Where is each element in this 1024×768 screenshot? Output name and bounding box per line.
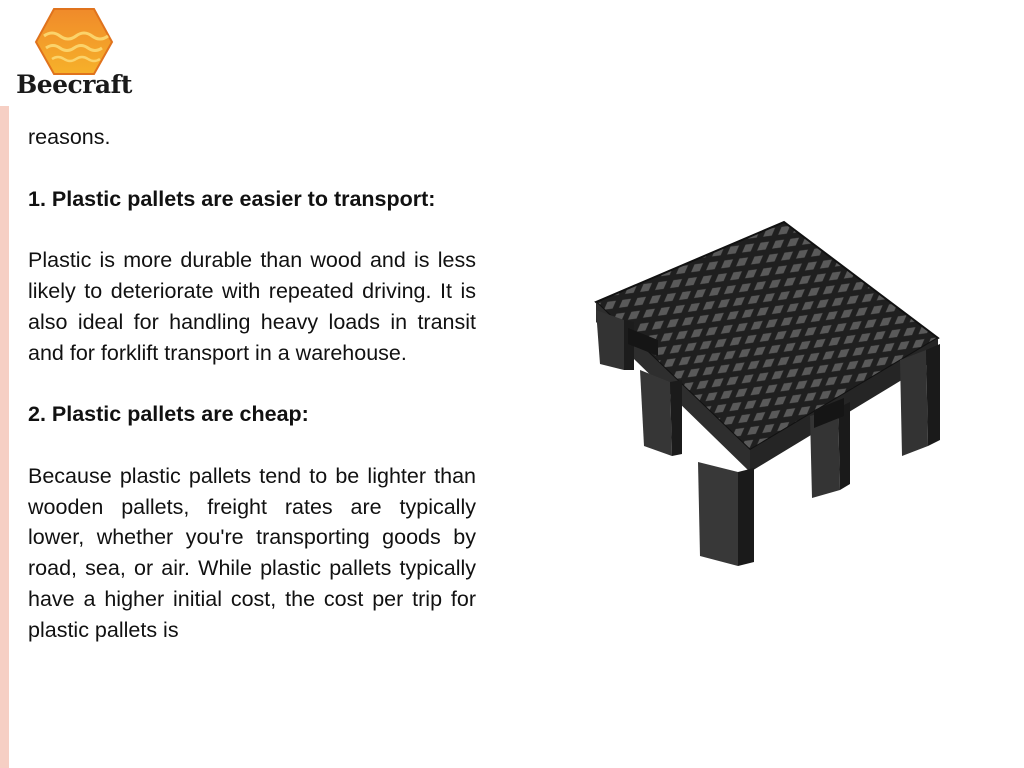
hexagon-logo-icon bbox=[32, 6, 116, 76]
paragraph-reasons: reasons. bbox=[28, 125, 111, 149]
left-accent-bar bbox=[0, 104, 9, 768]
heading-easier-to-transport: 1. Plastic pallets are easier to transport: bbox=[28, 186, 436, 211]
brand-logo bbox=[0, 0, 148, 106]
paragraph-cost: Because plastic pallets tend to be lighter than wooden pallets, freight rates are typically lower, whether you're transporting goods by road, sea, or air. While plastic pallets typically have a higher initial cost, the cost per trip for plastic pallets is bbox=[28, 463, 476, 642]
heading-cheap: 2. Plastic pallets are cheap: bbox=[28, 402, 309, 427]
paragraph-durability: Plastic is more durable than wood and is less likely to deteriorate with repeated driving. It is also ideal for handling heavy loads in transit and for forklift transport in a warehouse. bbox=[28, 248, 476, 365]
article-text bbox=[28, 122, 476, 646]
plastic-pallet-image bbox=[588, 210, 958, 580]
brand-name: Beecraft bbox=[16, 70, 132, 99]
